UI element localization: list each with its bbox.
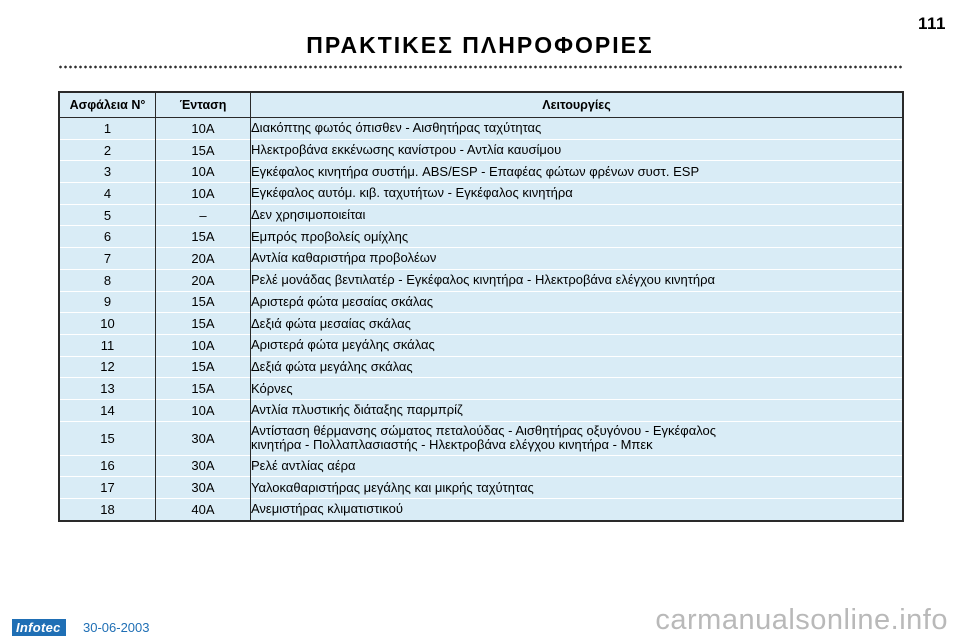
table-row — [59, 378, 903, 400]
dotted-divider — [58, 64, 904, 70]
fuse-number: 10 — [59, 313, 156, 335]
fuse-amperage: 15A — [156, 378, 251, 400]
table-row — [59, 399, 903, 421]
fuse-amperage: 10A — [156, 118, 251, 140]
fuse-number: 2 — [59, 139, 156, 161]
fuse-amperage: 10A — [156, 399, 251, 421]
table-row — [59, 118, 903, 140]
fuse-amperage: 20A — [156, 269, 251, 291]
infotec-logo: Infotec — [12, 619, 66, 636]
fuse-number: 15 — [59, 421, 156, 455]
header-functions: Λειτουργίες — [251, 92, 904, 118]
table-row — [59, 334, 903, 356]
fuse-number: 14 — [59, 399, 156, 421]
fuse-amperage: 10A — [156, 183, 251, 205]
fuse-function-line-2: κινητήρα - Πολλαπλασιαστής - Ηλεκτροβάνα ελέγχου κινητήρα - Μπεκ — [251, 437, 653, 453]
fuse-function: Ανεμιστήρας κλιματιστικού — [251, 501, 403, 517]
table-row — [59, 477, 903, 499]
table-row — [59, 204, 903, 226]
fuse-amperage: 15A — [156, 139, 251, 161]
table-row — [59, 161, 903, 183]
fuse-table — [58, 91, 904, 522]
fuse-number: 16 — [59, 455, 156, 477]
fuse-number: 6 — [59, 226, 156, 248]
fuse-amperage: 15A — [156, 313, 251, 335]
fuse-number: 17 — [59, 477, 156, 499]
fuse-function: Δεξιά φώτα μεσαίας σκάλας — [251, 315, 411, 331]
table-row — [59, 455, 903, 477]
fuse-function: Εμπρός προβολείς ομίχλης — [251, 228, 409, 244]
fuse-function: Εγκέφαλος κινητήρα συστήμ. ABS/ESP - Επαφέας φώτων φρένων συστ. ESP — [251, 163, 700, 179]
fuse-number: 1 — [59, 118, 156, 140]
fuse-function: Αντλία καθαριστήρα προβολέων — [251, 250, 437, 266]
table-row — [59, 248, 903, 270]
fuse-amperage: 30A — [156, 477, 251, 499]
fuse-function: Αριστερά φώτα μεσαίας σκάλας — [251, 293, 433, 309]
fuse-amperage: 30A — [156, 421, 251, 455]
table-row — [59, 499, 903, 521]
fuse-number: 18 — [59, 499, 156, 521]
table-row — [59, 421, 903, 455]
fuse-function: Αντλία πλυστικής διάταξης παρμπρίζ — [251, 402, 463, 418]
page-title: ΠΡΑΚΤΙΚΕΣ ΠΛΗΡΟΦΟΡΙΕΣ — [306, 32, 654, 58]
fuse-function — [251, 421, 904, 455]
fuse-amperage: 40A — [156, 499, 251, 521]
fuse-amperage: 10A — [156, 161, 251, 183]
fuse-number: 5 — [59, 204, 156, 226]
table-row — [59, 269, 903, 291]
fuse-amperage: 10A — [156, 334, 251, 356]
fuse-number: 12 — [59, 356, 156, 378]
fuse-function: Ηλεκτροβάνα εκκένωσης κανίστρου - Αντλία καυσίμου — [251, 142, 562, 158]
fuse-amperage: 30A — [156, 455, 251, 477]
footer-date: 30-06-2003 — [83, 620, 150, 635]
fuse-amperage: 15A — [156, 226, 251, 248]
fuse-function: Διακόπτης φωτός όπισθεν - Αισθητήρας ταχύτητας — [251, 120, 542, 136]
watermark: carmanualsonline.info — [655, 604, 948, 636]
table-row — [59, 313, 903, 335]
fuse-function: Ρελέ μονάδας βεντιλατέρ - Εγκέφαλος κινητήρα - Ηλεκτροβάνα ελέγχου κινητήρα — [251, 272, 715, 288]
fuse-function: Δεξιά φώτα μεγάλης σκάλας — [251, 358, 413, 374]
fuse-number: 11 — [59, 334, 156, 356]
header-fuse-number: Ασφάλεια N° — [59, 92, 156, 118]
fuse-amperage: – — [156, 204, 251, 226]
fuse-function: Κόρνες — [251, 380, 293, 396]
fuse-number: 3 — [59, 161, 156, 183]
fuse-number: 7 — [59, 248, 156, 270]
fuse-function-line-1: Αντίσταση θέρμανσης σώματος πεταλούδας - Αισθητήρας οξυγόνου - Εγκέφαλος — [251, 423, 717, 439]
fuse-function: Δεν χρησιμοποιείται — [251, 207, 366, 223]
table-row — [59, 226, 903, 248]
fuse-number: 9 — [59, 291, 156, 313]
fuse-function: Εγκέφαλος αυτόμ. κιβ. ταχυτήτων - Εγκέφαλος κινητήρα — [251, 185, 573, 201]
fuse-amperage: 20A — [156, 248, 251, 270]
fuse-amperage: 15A — [156, 356, 251, 378]
fuse-number: 8 — [59, 269, 156, 291]
table-row — [59, 291, 903, 313]
header-amperage: Ένταση — [156, 92, 251, 118]
fuse-amperage: 15A — [156, 291, 251, 313]
fuse-number: 4 — [59, 183, 156, 205]
table-row — [59, 139, 903, 161]
fuse-function: Ρελέ αντλίας αέρα — [251, 457, 356, 473]
fuse-number: 13 — [59, 378, 156, 400]
fuse-function: Αριστερά φώτα μεγάλης σκάλας — [251, 337, 435, 353]
table-header-row — [59, 92, 903, 118]
page-number: 111 — [918, 14, 946, 33]
table-row — [59, 356, 903, 378]
table-row — [59, 183, 903, 205]
fuse-function: Υαλοκαθαριστήρας μεγάλης και μικρής ταχύτητας — [251, 479, 534, 495]
